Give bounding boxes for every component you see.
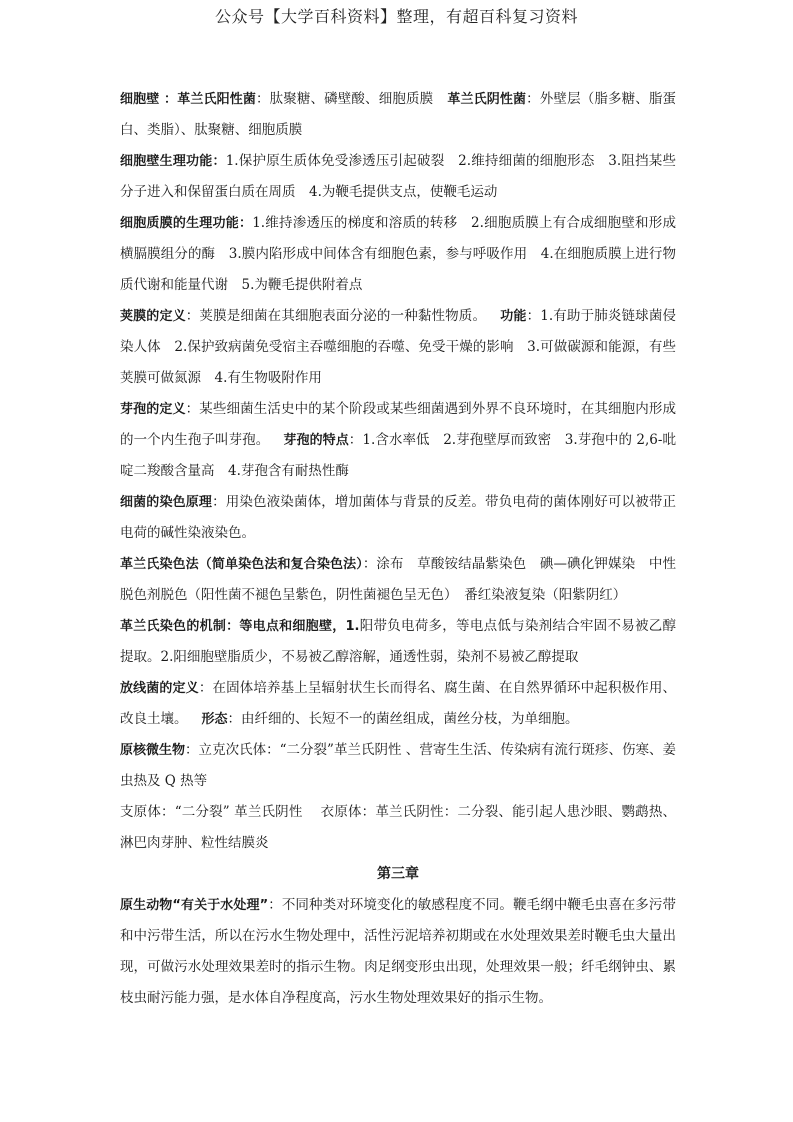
paragraph [120,208,676,301]
paragraph [120,673,676,735]
bold-term: 革兰氏染色的机制：等电点和细胞壁，1. [120,619,360,634]
paragraph [120,735,676,797]
body-text: ：1.含水率低 2.芽孢壁厚而致密 3.芽孢中的 2,6-吡啶二羧酸含量高 4.芽孢含有耐热性酶 [120,432,676,479]
bold-term: ： [212,154,226,169]
body-text: ：涂布 草酸铵结晶紫染色 碘—碘化钾媒染 中性脱色剂脱色（阳性菌不褪色呈紫色，阴性菌褪色呈无色） 番红染液复染（阳紫阴红） [120,556,676,603]
body-text: ：荚膜是细菌在其细胞表面分泌的一种黏性物质。 [185,308,487,324]
paragraph [120,301,676,394]
page-header: 公众号【大学百科资料】整理，有超百科复习资料 [214,7,578,26]
bold-term: 芽孢的定义 [120,402,186,417]
body-text: ：立克次氏体：“二分裂”革兰氏阴性 、营寄生生活、传染病有流行斑疹、伤寒、姜虫热及 Q 热等 [120,742,676,789]
document-body [120,84,676,1014]
paragraph [120,549,676,611]
bold-term: 革兰氏染色法（简单染色法和复合染色法） [120,557,363,572]
bold-term: 形态 [201,712,228,727]
paragraph [120,84,676,146]
paragraph-list [120,84,676,859]
paragraph [120,611,676,673]
body-text: ：由纤细的、长短不一的菌丝组成，菌丝分枝，为单细胞。 [227,711,579,727]
body-text: ：外壁层（脂多糖、脂蛋白、类脂）、肽聚糖、细胞质膜 [120,91,676,138]
body-text: ：用染色液染菌体，增加菌体与背景的反差。带负电荷的菌体刚好可以被带正电荷的碱性染液染色。 [120,494,676,541]
body-text: 支原体：“二分裂” 革兰氏阴性 衣原体：革兰氏阴性：二分裂、能引起人患沙眼、鹦鹉热、淋巴肉芽肿、粒性结膜炎 [120,804,676,851]
bold-term: 细胞壁生理功能 [120,154,213,169]
chapter-title: 第三章 [377,866,419,882]
body-text: 阳带负电荷多，等电点低与染剂结合牢固不易被乙醇提取。2.阳细胞壁脂质少，不易被乙醇溶解，通透性弱，染剂不易被乙醇提取 [120,618,676,665]
bold-term: 荚膜的定义 [120,309,186,324]
bold-term: 细胞壁 ： [120,92,178,107]
bold-term: ： [238,216,253,231]
body-text: ：某些细菌生活史中的某个阶段或某些细菌遇到外界不良环境时，在其细胞内形成的一个内生孢子叫芽孢。 [120,401,676,448]
body-text: 1.维持渗透压的梯度和溶质的转移 2.细胞质膜上有合成细胞壁和形成横膈膜组分的酶 3.膜内陷形成中间体含有细胞色素，参与呼吸作用 4.在细胞质膜上进行物质代谢和能量代谢 5.为鞭毛提供附着点 [120,215,676,293]
paragraph [120,487,676,549]
bold-term: 细菌的染色原理 [120,495,213,510]
final-paragraph-container [120,890,676,1014]
bold-term: 革兰氏阳性菌 [177,92,256,107]
bold-term: 革兰氏阴性菌 [447,92,527,107]
bold-term: 放线菌的定义 [120,681,199,696]
bold-term: 芽孢的特点 [283,433,349,448]
bold-term: 细胞质膜的生理功能 [120,216,239,231]
body-text: ：不同种类对环境变化的敏感程度不同。鞭毛纲中鞭毛虫喜在多污带和中污带生活，所以在污水生物处理中，活性污泥培养初期或在水处理效果差时鞭毛虫大量出现，可做污水处理效果差时的指示生物。肉足纲变形虫出现，处理效果一般；纤毛纲钟虫、累枝虫耐污能力强，是水体自净程度高，污水生物处理效果好的指示生物。 [120,897,676,1006]
body-text: ：1.有助于肺炎链球菌侵染人体 2.保护致病菌免受宿主吞噬细胞的吞噬、免受干燥的影响 3.可做碳源和能源，有些荚膜可做氮源 4.有生物吸附作用 [120,308,676,386]
bold-term: 原生动物“有关于水处理” [120,898,269,913]
bold-term: 功能 [500,309,527,324]
paragraph [120,394,676,487]
body-text: 1.保护原生质体免受渗透压引起破裂 2.维持细菌的细胞形态 3.阻挡某些分子进入和保留蛋白质在周质 4.为鞭毛提供支点，使鞭毛运动 [120,153,676,200]
paragraph [120,146,676,208]
final-paragraph [120,890,676,1014]
body-text: ：在固体培养基上呈辐射状生长而得名、腐生菌、在自然界循环中起积极作用、改良土壤。 [120,680,676,727]
paragraph [120,797,676,859]
bold-term: 原核微生物 [120,743,186,758]
body-text: ：肽聚糖、磷壁酸、细胞质膜 [256,91,434,107]
